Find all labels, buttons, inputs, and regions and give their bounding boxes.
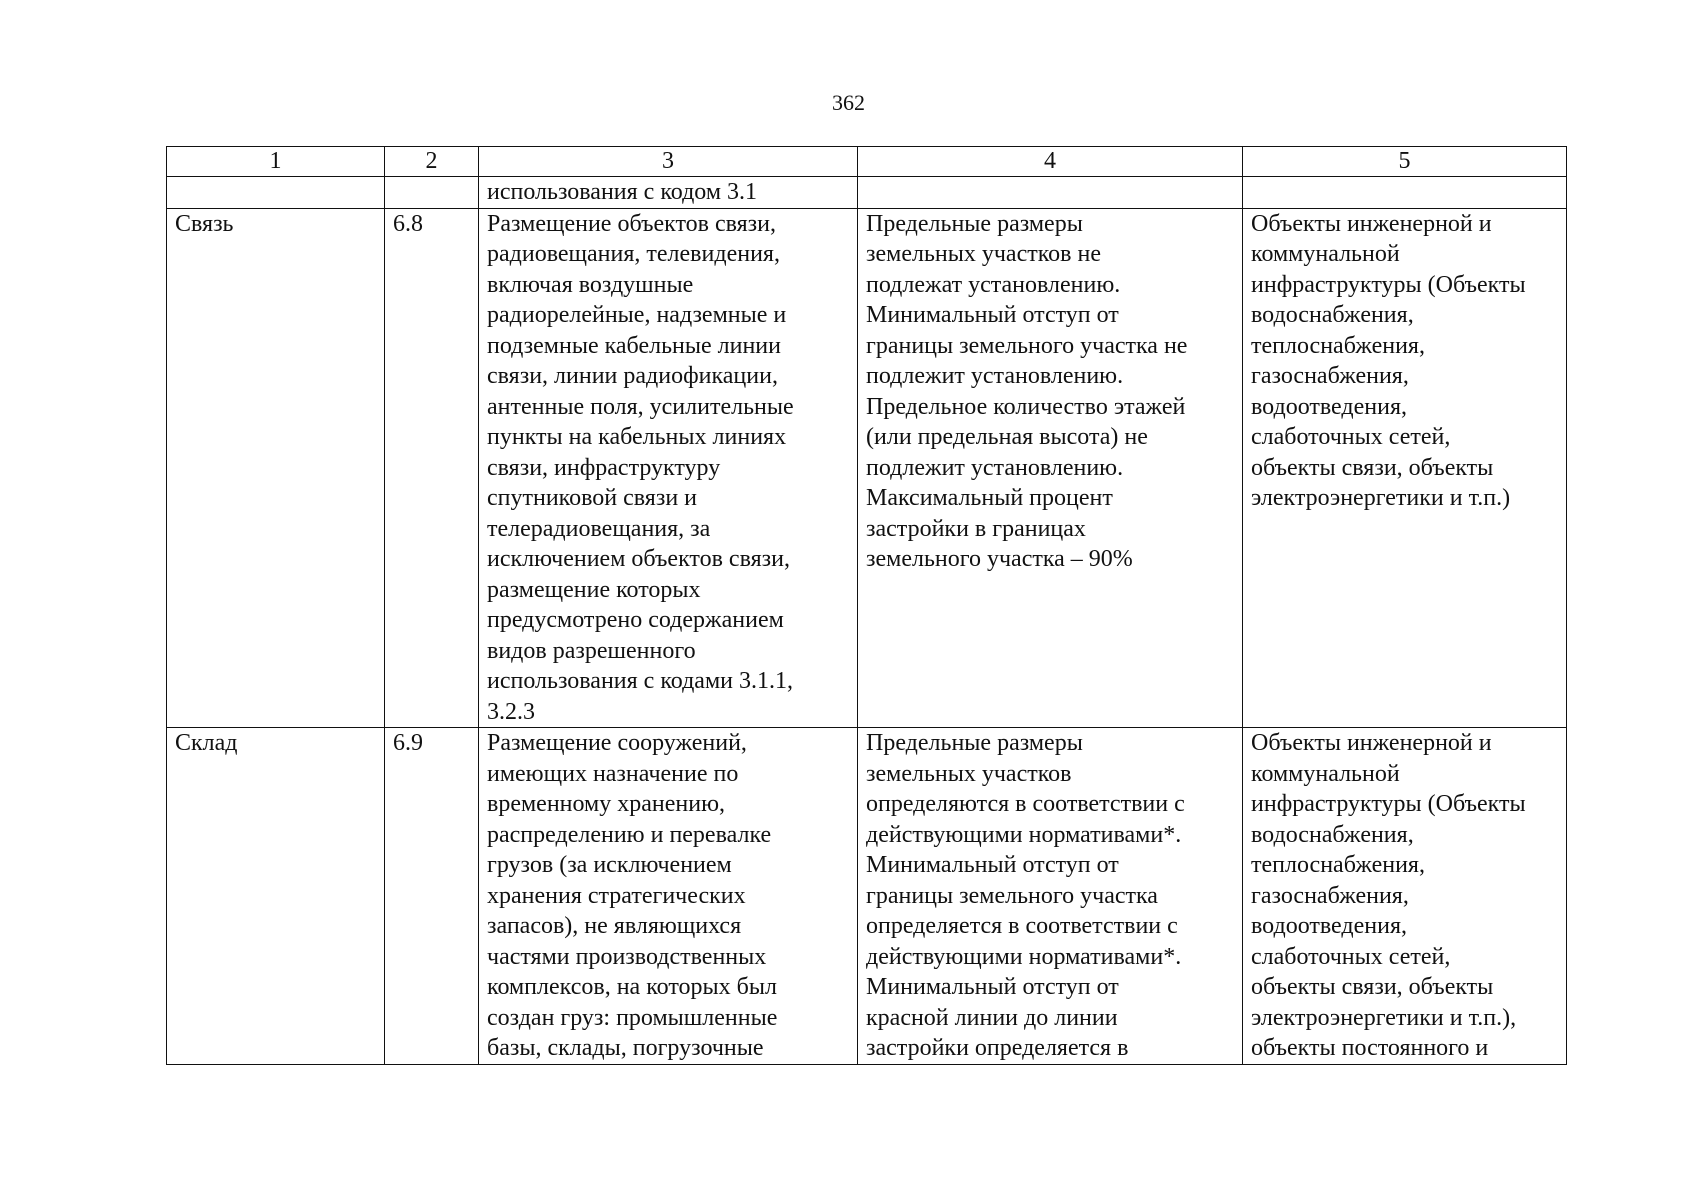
page-number: 362 [832, 90, 865, 115]
cell-use-name [167, 177, 385, 209]
cell-parameters: Предельные размеры земельных участков не подлежат установлению. Минимальный отступ от границы земельного участка не подлежит установлению. Предельное количество этажей (или предельная высота) не подлежит установлению. Максимальный процент застройки в границах земельного участка – 90% [858, 208, 1243, 728]
zoning-table [166, 146, 1567, 1065]
column-header-5: 5 [1243, 147, 1567, 177]
cell-auxiliary [1243, 177, 1567, 209]
cell-code [385, 177, 479, 209]
cell-code: 6.8 [385, 208, 479, 728]
table-row [167, 177, 1567, 209]
cell-auxiliary: Объекты инженерной и коммунальной инфраструктуры (Объекты водоснабжения, теплоснабжения, газоснабжения, водоотведения, слаботочных сетей, объекты связи, объекты электроэнергетики и т.п.) [1243, 208, 1567, 728]
cell-auxiliary: Объекты инженерной и коммунальной инфраструктуры (Объекты водоснабжения, теплоснабжения, газоснабжения, водоотведения, слаботочных сетей, объекты связи, объекты электроэнергетики и т.п.), объекты постоянного и [1243, 728, 1567, 1065]
column-header-4: 4 [858, 147, 1243, 177]
cell-parameters [858, 177, 1243, 209]
cell-use-name: Связь [167, 208, 385, 728]
cell-description: Размещение объектов связи, радиовещания, телевидения, включая воздушные радиорелейные, надземные и подземные кабельные линии связи, линии радиофикации, антенные поля, усилительные пункты на кабельных линиях связи, инфраструктуру спутниковой связи и телерадиовещания, за исключением объектов связи, размещение которых предусмотрено содержанием видов разрешенного использования с кодами 3.1.1, 3.2.3 [479, 208, 858, 728]
cell-parameters: Предельные размеры земельных участков определяются в соответствии с действующими нормативами*. Минимальный отступ от границы земельного участка определяется в соответствии с действующими нормативами*. Минимальный отступ от красной линии до линии застройки определяется в [858, 728, 1243, 1065]
header-row [167, 147, 1567, 177]
table-row [167, 208, 1567, 728]
cell-description: использования с кодом 3.1 [479, 177, 858, 209]
column-header-3: 3 [479, 147, 858, 177]
cell-description: Размещение сооружений, имеющих назначение по временному хранению, распределению и перевалке грузов (за исключением хранения стратегических запасов), не являющихся частями производственных комплексов, на которых был создан груз: промышленные базы, склады, погрузочные [479, 728, 858, 1065]
cell-code: 6.9 [385, 728, 479, 1065]
column-header-2: 2 [385, 147, 479, 177]
cell-use-name: Склад [167, 728, 385, 1065]
table-row [167, 728, 1567, 1065]
column-header-1: 1 [167, 147, 385, 177]
